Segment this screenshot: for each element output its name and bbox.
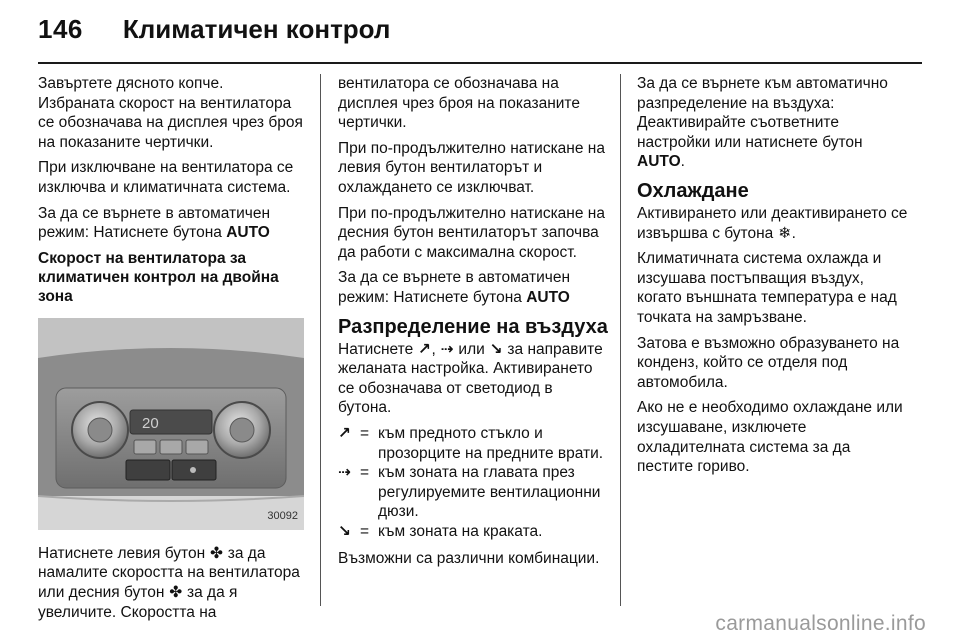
paragraph: Климатичната система охлажда и изсушава постъпващия въздух, когато външната температура е над точката на замръзване. (637, 250, 897, 326)
column-divider (320, 74, 321, 606)
airflow-list (338, 424, 608, 542)
column-divider (620, 74, 621, 606)
fan-icon: ✤ (169, 583, 183, 601)
paragraph: Натиснете левия бутон ✤ за да намалите скоростта на вентилатора или десния бутон ✤ за да я увеличите. Скоростта на (38, 544, 300, 621)
paragraph: Възможни са различни комбинации. (338, 550, 600, 568)
climate-panel-illustration (38, 318, 304, 530)
paragraph: При по-продължително натискане на десния бутон вентилаторът започва да работи с максимална скорост. (338, 204, 605, 261)
head-airflow-icon: ⇢ (440, 340, 454, 358)
figure-number: 30092 (267, 510, 298, 523)
chapter-title: Климатичен контрол (122, 14, 391, 44)
column-3 (637, 74, 909, 483)
paragraph: Завъртете дясното копче. Избраната скорост на вентилатора се обозначава на дисплея чрез броя на показаните чертички. (38, 75, 303, 151)
section-subheading: Скорост на вентилатора за климатичен контрол на двойна зона (38, 249, 279, 305)
paragraph: Затова е възможно образуването на конденз, който се отделя под автомобила. (637, 334, 900, 391)
list-item: ↘ = към зоната на краката. (338, 522, 543, 540)
paragraph: За да се върнете в автоматичен режим: Натиснете бутона AUTO (338, 269, 571, 306)
header-rule (38, 62, 922, 64)
display-temperature: 20 (142, 414, 159, 432)
windscreen-airflow-icon: ↗ (418, 340, 431, 358)
paragraph: При изключване на вентилатора се изключва и климатичната система. (38, 159, 294, 196)
section-heading: Охлаждане (637, 179, 749, 202)
list-item: ↗ = към предното стъкло и прозорците на предните врати. (338, 424, 604, 462)
list-item: ⇢ = към зоната на главата през регулируемите вентилационни дюзи. (338, 464, 601, 521)
column-2 (338, 74, 608, 575)
head-airflow-icon: ⇢ (338, 464, 351, 482)
paragraph: Активирането или деактивирането се извършва с бутона ❄. (637, 204, 908, 242)
windscreen-airflow-icon: ↗ (338, 424, 351, 442)
auto-label: AUTO (526, 288, 570, 306)
paragraph: За да се върнете в автоматичен режим: Натиснете бутона AUTO (38, 204, 271, 242)
column-1 (38, 74, 304, 628)
page-header (38, 14, 390, 54)
section-heading: Разпределение на въздуха (338, 315, 608, 338)
paragraph: Натиснете ↗, ⇢ или ↘ за направите желаната настройка. Активирането се обозначава от светодиод в бутона. (338, 340, 603, 417)
fan-icon: ✤ (209, 544, 223, 562)
paragraph: вентилатора се обозначава на дисплея чрез броя на показаните чертички. (338, 75, 580, 132)
paragraph: Ако не е необходимо охлаждане или изсушаване, изключете охладителната система за да пестите гориво. (637, 399, 903, 476)
climate-control-figure (38, 318, 304, 530)
page-number: 146 (38, 14, 83, 44)
foot-airflow-icon: ↘ (489, 340, 503, 358)
auto-label: AUTO (637, 153, 681, 171)
foot-airflow-icon: ↘ (338, 522, 351, 540)
auto-label: AUTO (226, 224, 270, 242)
watermark: carmanualsonline.info (715, 612, 926, 635)
snowflake-icon: ❄ (778, 224, 792, 242)
paragraph: При по-продължително натискане на левия бутон вентилаторът и охлаждането се изключват. (338, 139, 605, 196)
paragraph: За да се върнете към автоматично разпределение на въздуха: Деактивирайте съответните настройки или натиснете бутон AUTO. (637, 75, 888, 171)
